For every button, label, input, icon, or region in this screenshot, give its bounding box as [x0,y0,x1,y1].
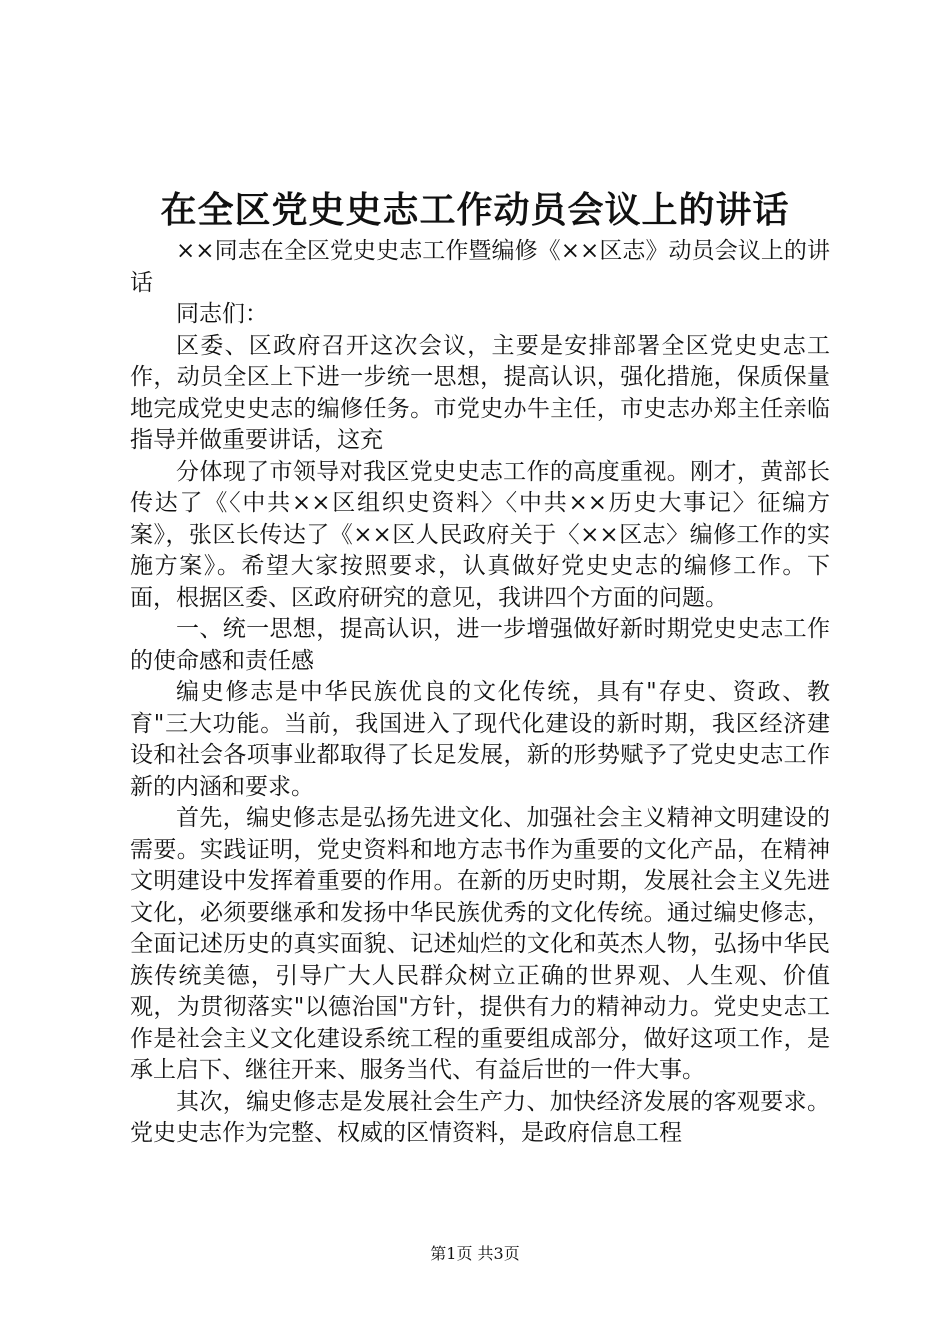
paragraph: 编史修志是中华民族优良的文化传统，具有"存史、资政、教育"三大功能。当前，我国进入了现代化建设的新时期，我区经济建设和社会各项事业都取得了长足发展，新的形势赋予了党史史志工作新的内涵和要求。 [130,679,830,800]
section-heading: 一、统一思想，提高认识，进一步增强做好新时期党史史志工作的使命感和责任感 [130,616,830,674]
document-title: 在全区党史史志工作动员会议上的讲话 [160,189,790,231]
document-body [130,236,830,1150]
page-number-footer: 第1页 共3页 [430,1244,520,1263]
paragraph: 首先，编史修志是弘扬先进文化、加强社会主义精神文明建设的需要。实践证明，党史资料和地方志书作为重要的文化产品，在精神文明建设中发挥着重要的作用。在新的历史时期，发展社会主义先进文化，必须要继承和发扬中华民族优秀的文化传统。通过编史修志，全面记述历史的真实面貌、记述灿烂的文化和英杰人物，弘扬中华民族传统美德，引导广大人民群众树立正确的世界观、人生观、价值观，为贯彻落实"以德治国"方针，提供有力的精神动力。党史史志工作是社会主义文化建设系统工程的重要组成部分，做好这项工作，是承上启下、继往开来、服务当代、有益后世的一件大事。 [130,805,830,1083]
paragraph: 区委、区政府召开这次会议，主要是安排部署全区党史史志工作，动员全区上下进一步统一思想，提高认识，强化措施，保质保量地完成党史史志的编修任务。市党史办牛主任，市史志办郑主任亲临指导并做重要讲话，这充 [130,332,830,453]
paragraph-heading-line: ××同志在全区党史史志工作暨编修《××区志》动员会议上的讲话 [130,238,830,296]
paragraph: 分体现了市领导对我区党史史志工作的高度重视。刚才，黄部长传达了《〈中共××区组织史资料〉〈中共××历史大事记〉征编方案》，张区长传达了《××区人民政府关于〈××区志〉编修工作的实施方案》。希望大家按照要求，认真做好党史史志的编修工作。下面，根据区委、区政府研究的意见，我讲四个方面的问题。 [130,458,830,611]
paragraph: 其次，编史修志是发展社会生产力、加快经济发展的客观要求。党史史志作为完整、权威的区情资料，是政府信息工程 [130,1088,830,1146]
paragraph-salutation: 同志们： [176,301,268,327]
